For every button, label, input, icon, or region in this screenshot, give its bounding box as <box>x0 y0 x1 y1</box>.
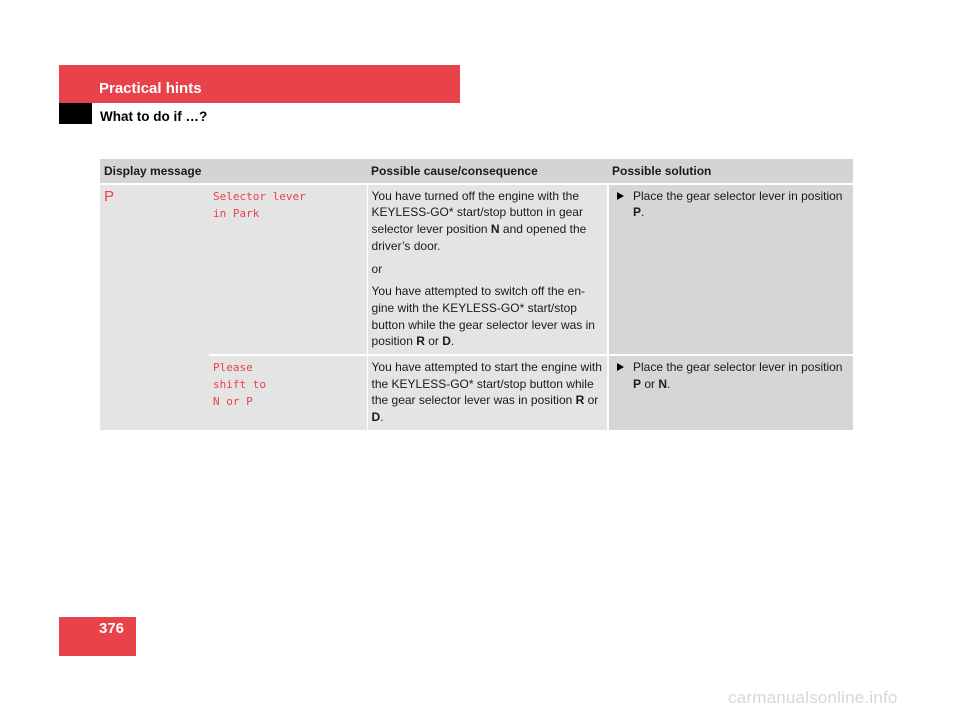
table-header-row <box>100 159 853 184</box>
cause-paragraph: You have turned off the engine with the KEYLESS-GO* start/stop button in gear selector lever position N and opened the driver’s door. <box>371 188 587 253</box>
page-number-box <box>59 617 136 656</box>
section-title: Practical hints <box>99 80 202 97</box>
table-row <box>100 184 853 355</box>
cause-cell <box>367 184 608 355</box>
watermark: carmanualsonline.info <box>728 688 898 707</box>
display-message-line: Selector lever <box>213 189 306 203</box>
cause-paragraph: You have attempted to switch off the en-gine with the KEYLESS-GO* start/stop button while the gear selector lever was in position R or D. <box>371 284 595 349</box>
column-header-display-message: Display message <box>100 159 367 184</box>
display-message-line: in Park <box>213 206 260 220</box>
solution-step: Place the gear selector lever in position P. <box>613 188 849 221</box>
display-messages-table <box>100 159 853 430</box>
page-number: 376 <box>99 620 125 637</box>
cause-paragraph: You have attempted to start the engine with the KEYLESS-GO* start/stop button while the gear selector lever was in position R or D. <box>371 360 602 425</box>
solution-cell <box>608 184 853 355</box>
solution-step: Place the gear selector lever in position P or N. <box>613 359 849 392</box>
display-code: P <box>104 187 115 205</box>
bullet-arrow-icon <box>617 192 624 200</box>
display-code-cell <box>100 184 209 430</box>
display-message-line: shift to <box>213 378 266 392</box>
page-subtitle: What to do if …? <box>100 109 208 124</box>
cause-paragraph: or <box>371 261 383 276</box>
column-header-cause: Possible cause/consequence <box>367 159 608 184</box>
column-header-solution: Possible solution <box>608 159 853 184</box>
display-message-line: N or P <box>213 395 253 409</box>
display-message-cell <box>209 184 367 355</box>
header-tab-marker <box>59 103 92 124</box>
display-message-cell <box>209 355 367 430</box>
table-row <box>100 355 853 430</box>
display-message-line: Please <box>213 361 253 375</box>
cause-cell <box>367 355 608 430</box>
bullet-arrow-icon <box>617 363 624 371</box>
solution-cell <box>608 355 853 430</box>
